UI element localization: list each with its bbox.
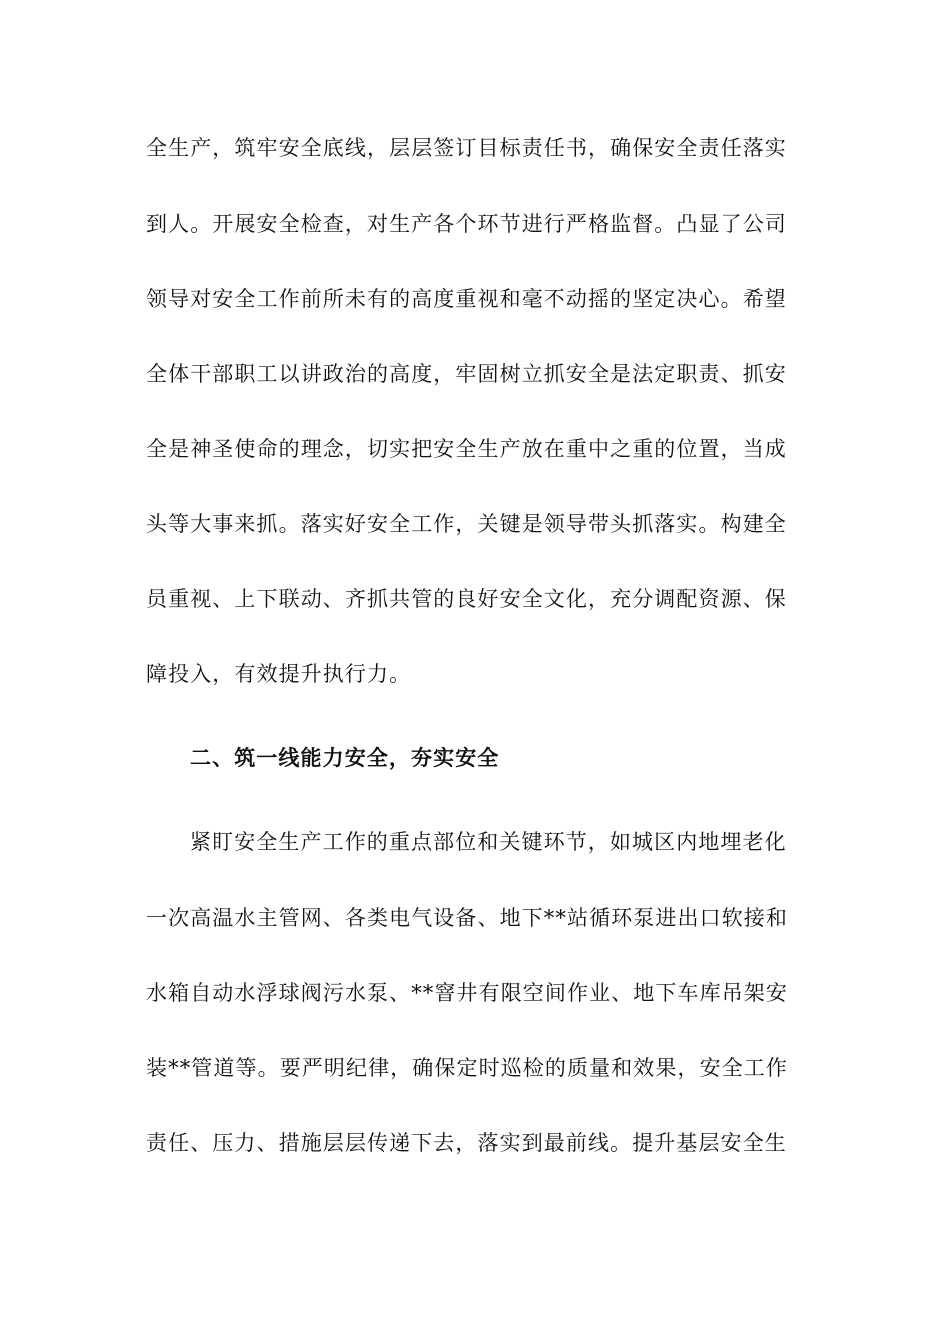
paragraph-1-line-5: 全是神圣使命的理念，切实把安全生产放在重中之重的位置，当成 bbox=[146, 437, 787, 461]
paragraph-2-line-3: 水箱自动水浮球阀污水泵、**窨井有限空间作业、地下车库吊架安 bbox=[146, 981, 788, 1005]
paragraph-2-line-5: 责任、压力、措施层层传递下去，落实到最前线。提升基层安全生 bbox=[146, 1131, 787, 1155]
paragraph-1-line-6: 头等大事来抓。落实好安全工作，关键是领导带头抓落实。构建全 bbox=[146, 512, 787, 536]
paragraph-1-line-8: 障投入，有效提升执行力。 bbox=[146, 662, 412, 686]
paragraph-1-line-3: 领导对安全工作前所未有的高度重视和毫不动摇的坚定决心。希望 bbox=[146, 287, 787, 311]
section-heading: 二、筑一线能力安全，夯实安全 bbox=[190, 746, 500, 770]
paragraph-1-line-4: 全体干部职工以讲政治的高度，牢固树立抓安全是法定职责、抓安 bbox=[146, 362, 787, 386]
paragraph-2-line-4: 装**管道等。要严明纪律，确保定时巡检的质量和效果，安全工作 bbox=[146, 1056, 788, 1080]
paragraph-2-line-2: 一次高温水主管网、各类电气设备、地下**站循环泵进出口软接和 bbox=[146, 906, 788, 930]
paragraph-1-line-1: 全生产，筑牢安全底线，层层签订目标责任书，确保安全责任落实 bbox=[146, 136, 787, 160]
paragraph-1-line-2: 到人。开展安全检查，对生产各个环节进行严格监督。凸显了公司 bbox=[146, 212, 787, 236]
paragraph-1-line-7: 员重视、上下联动、齐抓共管的良好安全文化，充分调配资源、保 bbox=[146, 587, 787, 611]
paragraph-2-line-1: 紧盯安全生产工作的重点部位和关键环节，如城区内地埋老化 bbox=[190, 830, 787, 854]
